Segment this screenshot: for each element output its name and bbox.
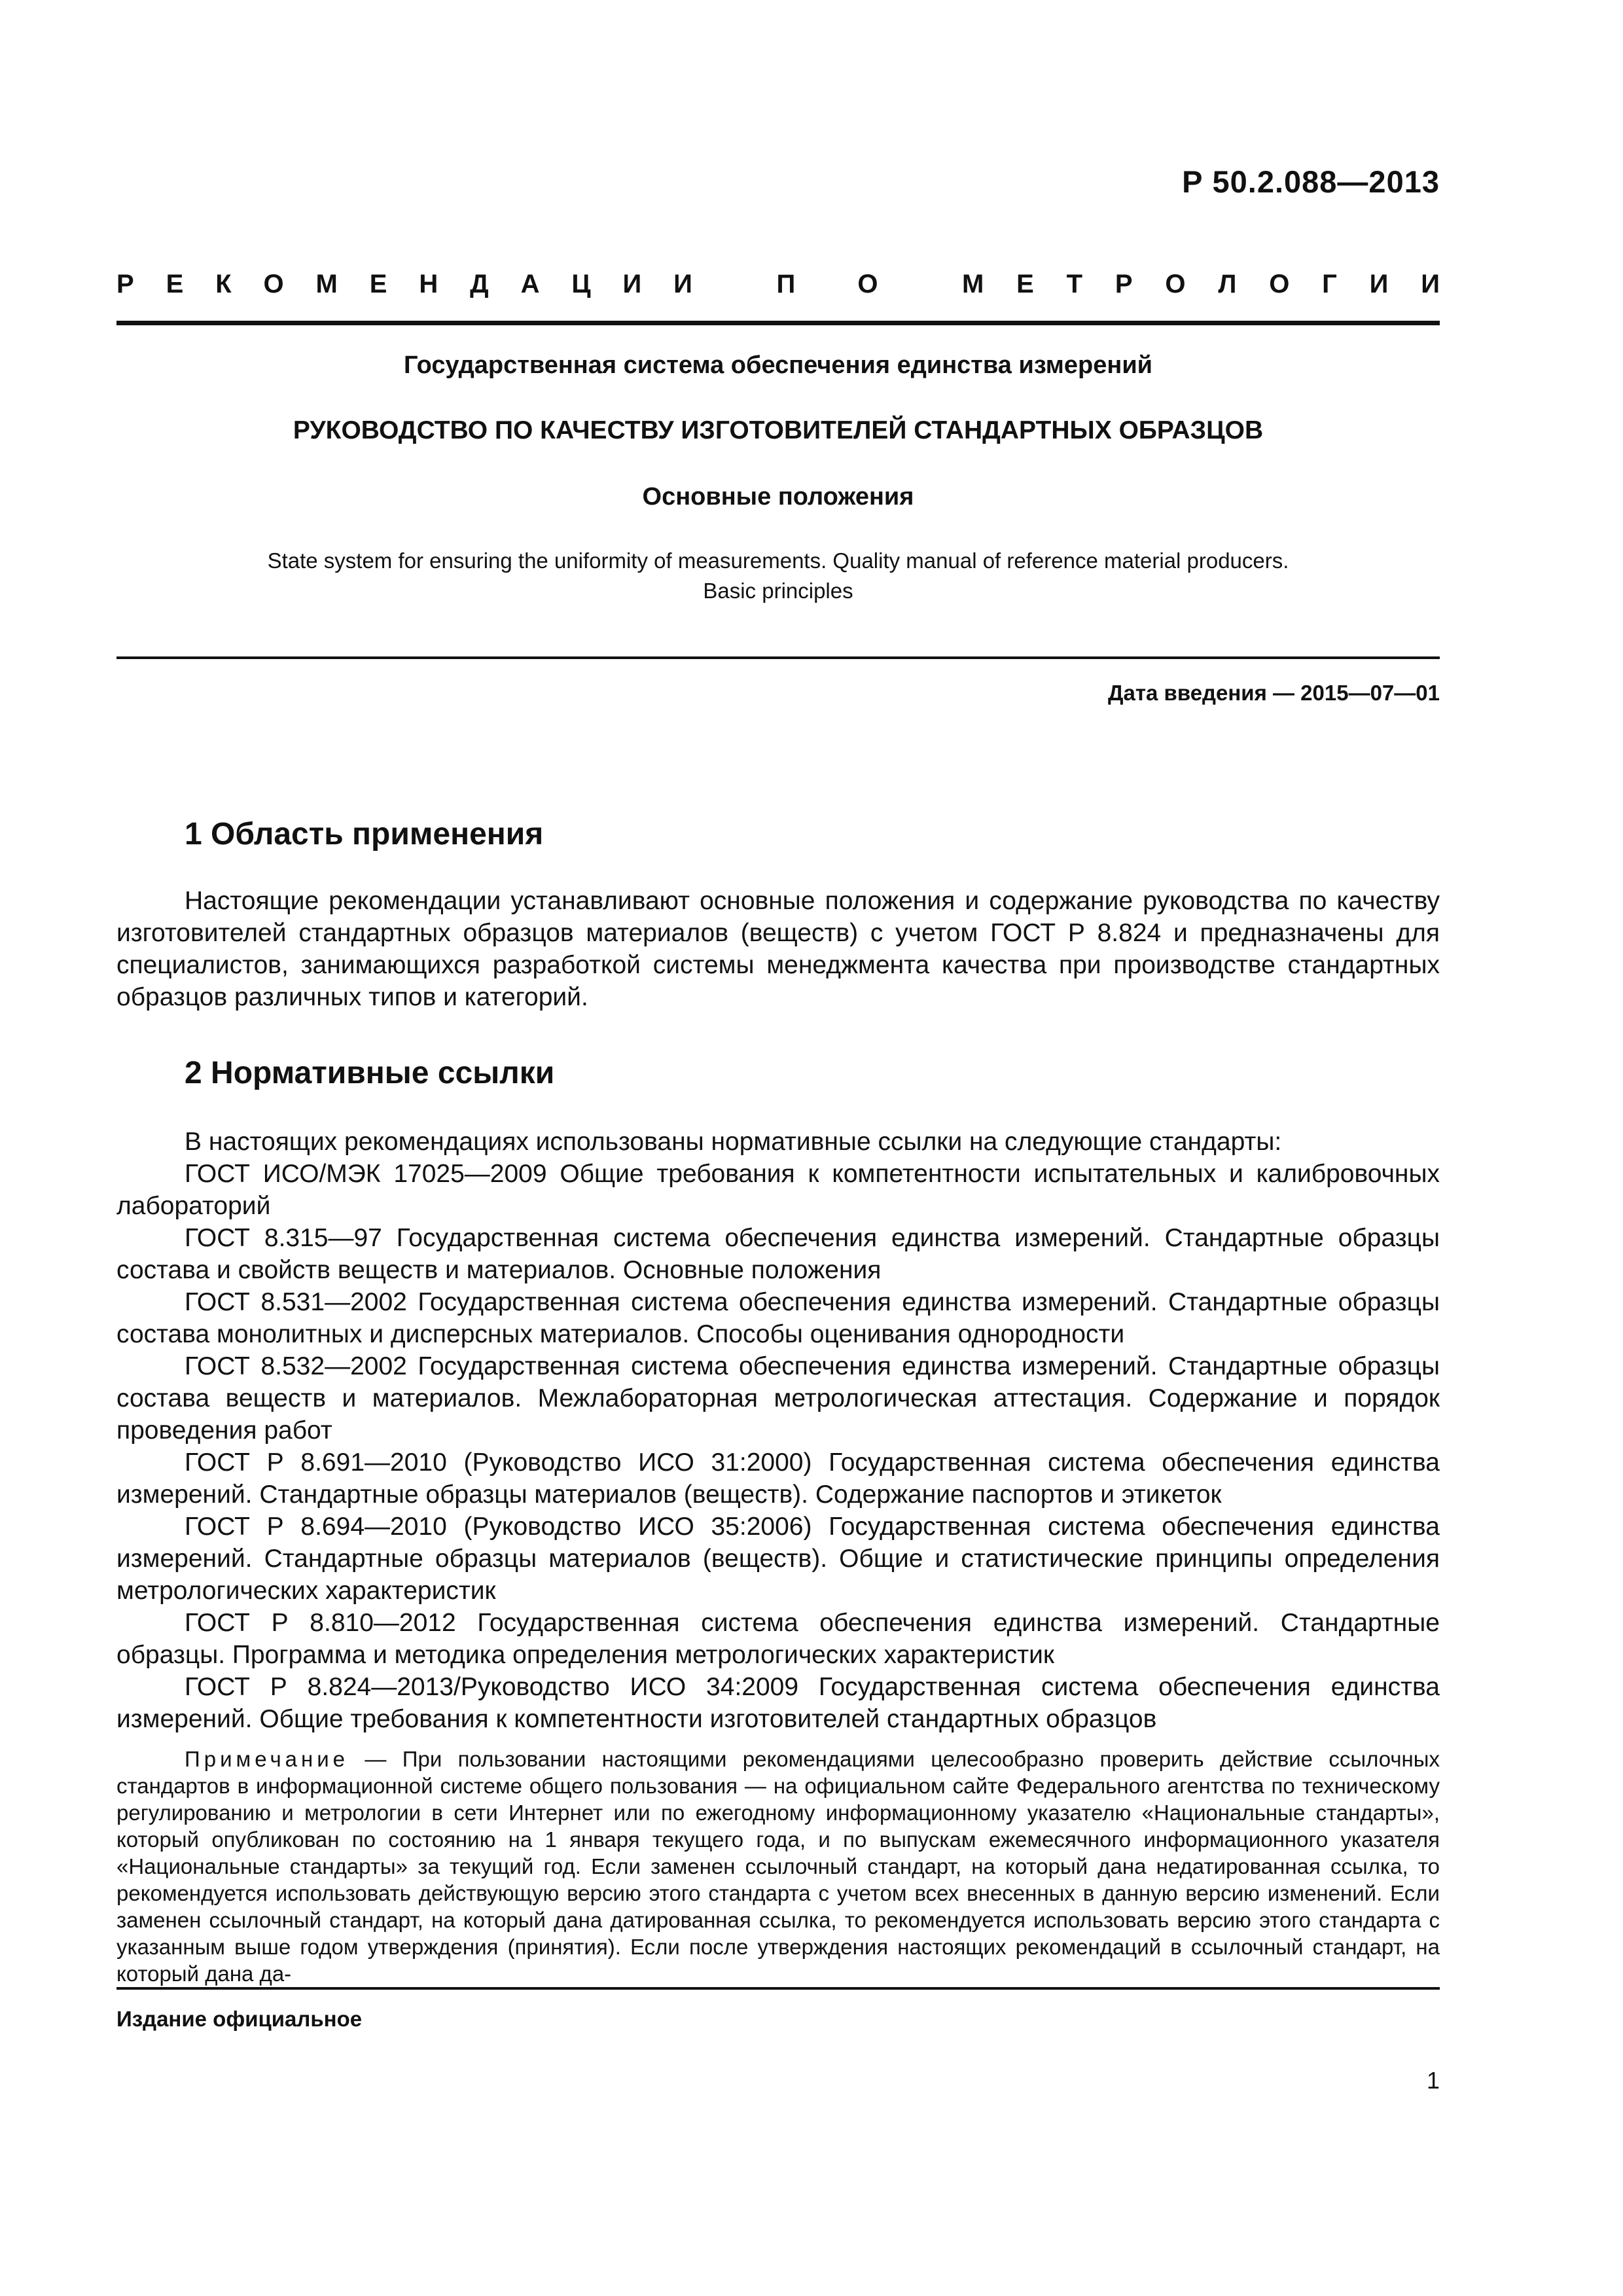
system-title: Государственная система обеспечения единства измерений [403,351,1153,379]
reference-item: ГОСТ Р 8.824—2013/Руководство ИСО 34:2009 Государственная система обеспечения единства измерений. Общие требования к компетентности изготовителей стандартных образцов [116,1673,1440,1733]
series-letter: И [1369,270,1389,298]
english-title [116,546,1440,606]
references-intro: В настоящих рекомендациях использованы нормативные ссылки на следующие стандарты: [185,1128,1282,1156]
series-letter: И [622,270,642,298]
reference-item: ГОСТ 8.531—2002 Государственная система обеспечения единства измерений. Стандартные образцы состава монолитных и дисперсных материалов. Способы оценивания однородности [116,1288,1440,1348]
series-title [116,270,1440,299]
series-letter: О [1165,270,1186,298]
series-word-2 [777,270,878,299]
series-letter: Т [1066,270,1083,298]
header-rule [116,321,1440,325]
reference-item: ГОСТ 8.532—2002 Государственная система обеспечения единства измерений. Стандартные образцы состава веществ и материалов. Межлабораторная метрологическая аттестация. Содержание и порядок проведения работ [116,1352,1440,1444]
series-letter: К [215,270,232,298]
document-number: Р 50.2.088—2013 [1182,164,1440,199]
series-letter: И [673,270,692,298]
edition-label: Издание официальное [116,2007,363,2031]
series-letter: Л [1218,270,1237,298]
series-letter: О [263,270,284,298]
series-letter: Н [419,270,438,298]
series-letter: Г [1322,270,1337,298]
series-letter: Ц [571,270,591,298]
note-label: Примечание [185,1747,349,1771]
reference-item: ГОСТ Р 8.810—2012 Государственная система обеспечения единства измерений. Стандартные образцы. Программа и методика определения метрологических характеристик [116,1609,1440,1669]
series-letter: М [315,270,338,298]
series-letter: Е [369,270,387,298]
reference-item: ГОСТ 8.315—97 Государственная система обеспечения единства измерений. Стандартные образцы состава и свойств веществ и материалов. Основные положения [116,1224,1440,1284]
note-paragraph [116,1746,1440,1987]
series-letter: О [1269,270,1290,298]
series-letter: Р [1115,270,1133,298]
english-title-line-1: State system for ensuring the uniformity of measurements. Quality manual of reference material producers. [267,548,1289,573]
note-text: — При пользовании настоящими рекомендациями целесообразно проверить действие ссылочных стандартов в информационной системе общего пользования — на официальном сайте Федерального агентства по техническому регулированию и метрологии в сети Интернет или по ежегодному информационному указателю «Национальные стандарты», который опубликован по состоянию на 1 января текущего года, и по выпускам ежемесячного информационного указателя «Национальные стандарты» за текущий год. Если заменен ссылочный стандарт, на который дана недатированная ссылка, то рекомендуется использовать действующую версию этого стандарта с учетом всех внесенных в данную версию изменений. Если заменен ссылочный стандарт, на который дана датированная ссылка, то рекомендуется использовать версию этого стандарта с указанным выше годом утверждения (принятия). Если после утверждения настоящих рекомендаций в ссылочный стандарт, на который дана да- [116,1747,1440,1986]
title-rule [116,656,1440,659]
section-heading-references: 2 Нормативные ссылки [185,1056,555,1090]
footer-rule [116,1987,1440,1990]
reference-item: ГОСТ Р 8.694—2010 (Руководство ИСО 35:2006) Государственная система обеспечения единства измерений. Стандартные образцы материалов (веществ). Общие и статистические принципы определения метрологических характеристик [116,1513,1440,1605]
series-letter: Е [166,270,184,298]
series-letter: Д [470,270,489,298]
series-letter: А [520,270,540,298]
scope-paragraph: Настоящие рекомендации устанавливают основные положения и содержание руководства по качеству изготовителей стандартных образцов материалов (веществ) с учетом ГОСТ Р 8.824 и предназначены для специалистов, занимающихся разработкой системы менеджмента качества при производстве стандартных образцов различных типов и категорий. [116,887,1440,1011]
series-word-1 [116,270,692,299]
series-letter: М [962,270,984,298]
series-letter: П [776,270,796,298]
english-title-line-2: Basic principles [703,579,853,603]
introduction-date: Дата введения — 2015—07—01 [1108,681,1440,705]
series-letter: И [1421,270,1440,298]
series-letter: Р [116,270,134,298]
series-word-3 [962,270,1440,299]
reference-item: ГОСТ ИСО/МЭК 17025—2009 Общие требования к компетентности испытательных и калибровочных лабораторий [116,1160,1440,1220]
series-letter: Е [1016,270,1034,298]
series-letter: О [857,270,878,298]
reference-item: ГОСТ Р 8.691—2010 (Руководство ИСО 31:2000) Государственная система обеспечения единства измерений. Стандартные образцы материалов (веществ). Содержание паспортов и этикеток [116,1448,1440,1509]
subtitle: Основные положения [642,483,914,511]
main-title: РУКОВОДСТВО ПО КАЧЕСТВУ ИЗГОТОВИТЕЛЕЙ СТАНДАРТНЫХ ОБРАЗЦОВ [293,416,1264,444]
references-list [116,1126,1440,1735]
page-number: 1 [1426,2067,1440,2094]
section-heading-scope: 1 Область применения [185,817,544,852]
